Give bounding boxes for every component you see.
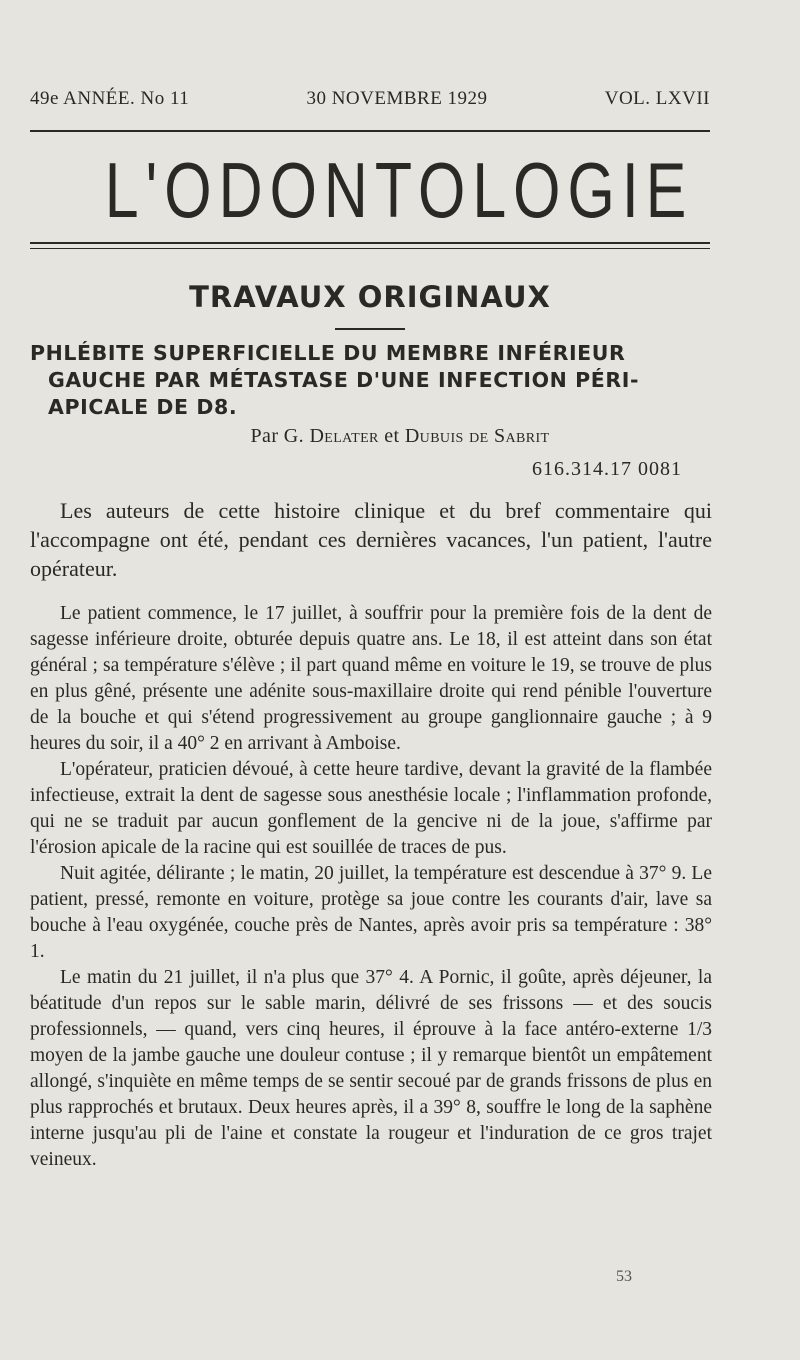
body-paragraph: L'opérateur, praticien dévoué, à cette heure tardive, devant la gravité de la flambée infectieuse, extrait la dent de sagesse sous anesthésie locale ; l'inflammation profonde, qui ne se traduit par aucun gonflement de la gencive ni de la joue, s'affirme par l'érosion apicale de la racine qui est souillée de traces de pus. — [30, 759, 712, 858]
body-paragraph: Le matin du 21 juillet, il n'a plus que 37° 4. A Pornic, il goûte, après déjeuner, la béatitude d'un repos sur le sable marin, délivré de ses frissons — et des soucis professionnels, — quand, vers cinq heures, il éprouve à la face antéro-externe 1/3 moyen de la jambe gauche une douleur contuse ; il y remarque bientôt un empâtement allongé, s'inquiète en même temps de se sentir secoué par de grands frissons de plus en plus rapprochés et brutaux. Deux heures après, il a 39° 8, souffre le long de la saphène interne jusqu'au pli de l'aine et constate la rougeur et l'induration de ce gros trajet veineux. — [30, 967, 712, 1170]
authors-conjunction: et — [384, 425, 400, 447]
author-name: Delater — [309, 425, 379, 447]
article-body — [30, 496, 712, 1173]
article-title — [30, 340, 720, 421]
article-title-line: PHLÉBITE SUPERFICIELLE DU MEMBRE INFÉRIEUR — [30, 341, 626, 365]
article-title-line: GAUCHE PAR MÉTASTASE D'UNE INFECTION PÉRI- — [48, 368, 640, 392]
running-header — [30, 88, 710, 110]
issue-date: 30 NOVEMBRE 1929 — [306, 88, 488, 109]
body-paragraph: Nuit agitée, délirante ; le matin, 20 juillet, la température est descendue à 37° 9. Le patient, pressé, remonte en voiture, protège sa joue contre les courants d'air, lave sa bouche à l'eau oxygénée, couche près de Nantes, après avoir pris sa température : 38° 1. — [30, 863, 712, 962]
journal-masthead: L'ODONTOLOGIE — [104, 146, 694, 234]
masthead-rule-thin — [30, 248, 710, 249]
authors-prefix: Par G. — [250, 425, 305, 447]
section-title: TRAVAUX ORIGINAUX — [189, 280, 551, 314]
header-rule — [30, 130, 710, 132]
article-authors — [0, 425, 800, 448]
author-name: Dubuis de Sabrit — [404, 425, 550, 447]
body-paragraph: Le patient commence, le 17 juillet, à souffrir pour la première fois de la dent de sagesse inférieure droite, obturée depuis quatre ans. Le 18, il est atteint dans son état général ; sa température s'élève ; il part quand même en voiture le 19, se trouve de plus en plus gêné, présente une adénite sous-maxillaire droite qui rend pénible l'ouverture de la bouche et qui s'étend progressivement au groupe ganglionnaire gauche ; à 9 heures du soir, il a 40° 2 en arrivant à Amboise. — [30, 603, 712, 754]
section-divider — [335, 328, 405, 330]
volume-number: VOL. LXVII — [604, 88, 710, 109]
classification-code: 616.314.17 0081 — [532, 458, 682, 480]
masthead-rule-thick — [30, 242, 710, 244]
page-number: 53 — [616, 1268, 632, 1285]
lead-paragraph: Les auteurs de cette histoire clinique et du bref commentaire qui l'accompagne ont été, pendant ces dernières vacances, l'un patient, l'autre opérateur. — [30, 498, 712, 581]
issue-number: 49e ANNÉE. No 11 — [30, 88, 190, 109]
article-title-line: APICALE DE D8. — [48, 395, 238, 419]
